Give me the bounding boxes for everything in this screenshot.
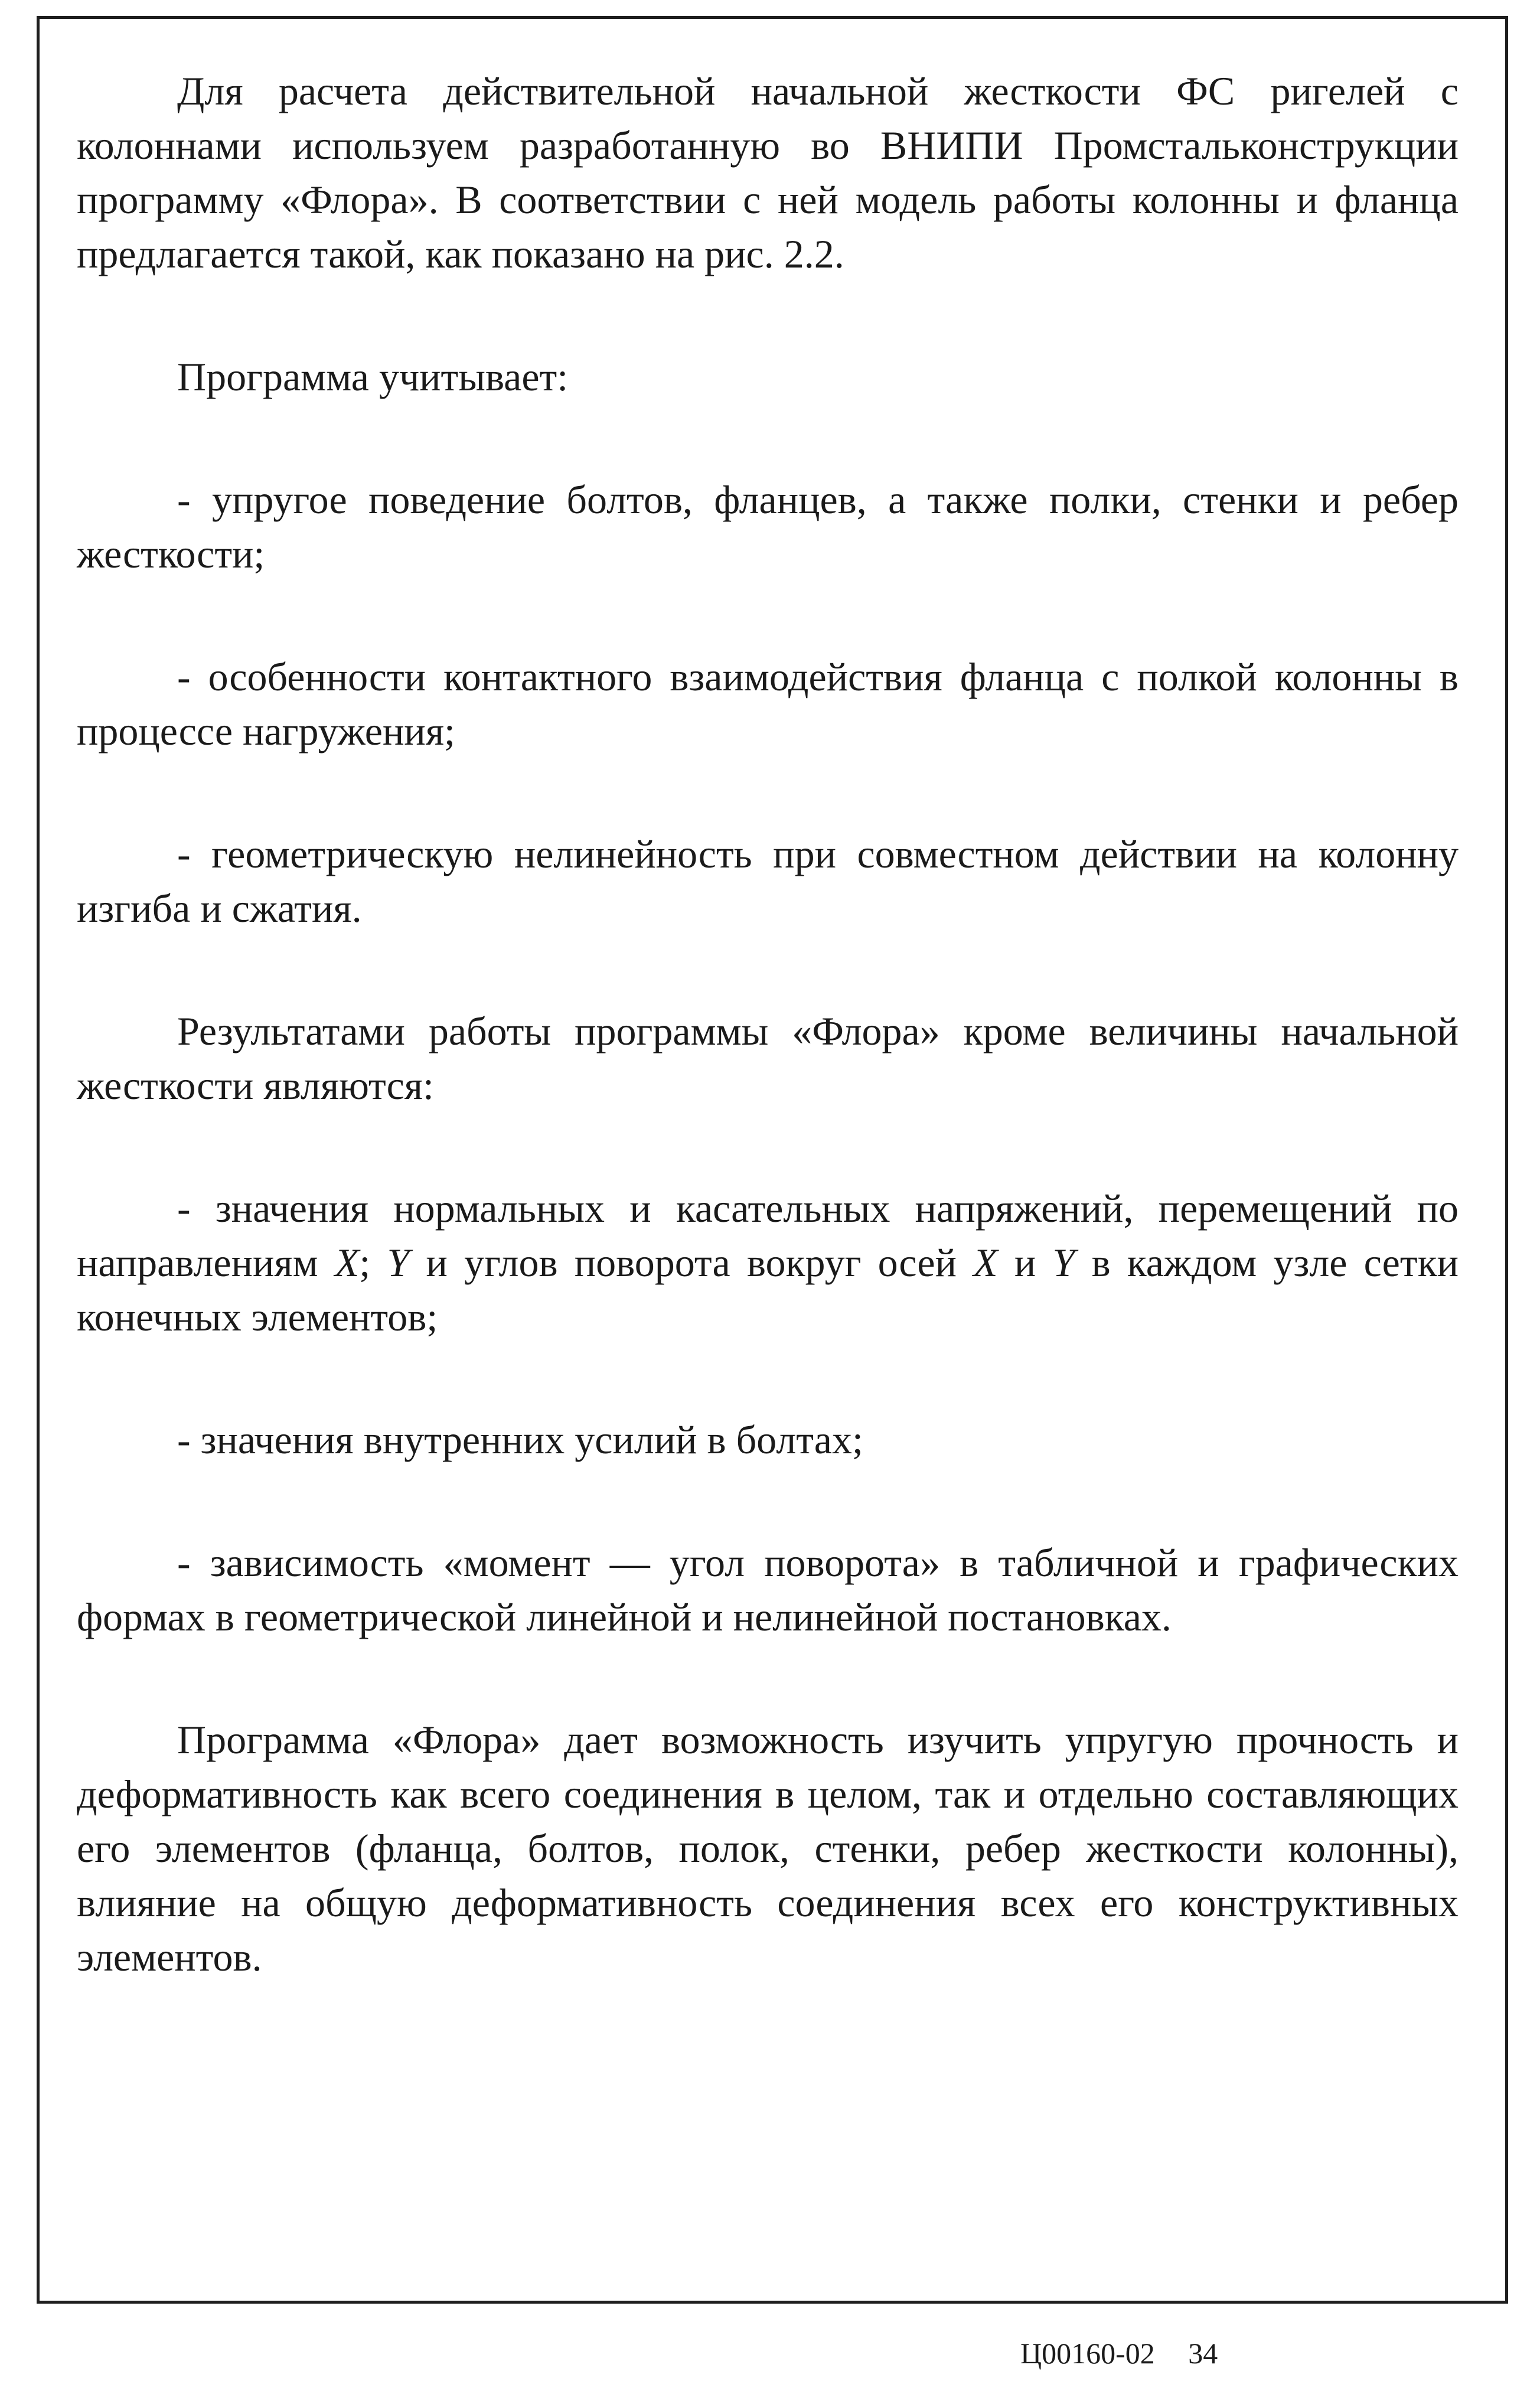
paragraph-program-considers: Программа учитывает: [177,354,569,399]
page-body [77,64,1459,2053]
list-item-bolt-forces: - значения внутренних усилий в болтах; [177,1417,863,1462]
paragraph-conclusion: Программа «Флора» дает возможность изучить упругую прочность и деформативность как всего соединения в целом, так и отдельно составляющих его элементов (фланца, болтов, полок, стенки, ребер жесткости колонны), влияние на общую деформативность соединения всех его конструктивных элементов. [77,1717,1459,1979]
paragraph-intro: Для расчета действительной начальной жесткости ФС ригелей с колоннами используем разработанную во ВНИПИ Промстальконструкции программу «Флора». В соответствии с ней модель работы колонны и фланца предлагается такой, как показано на рис. 2.2. [77,69,1459,276]
list-item-stresses: - значения нормальных и касательных напряжений, перемещений по направлениям X; Y и углов поворота вокруг осей X и Y в каждом узле сетки конечных элементов; [77,1186,1459,1339]
document-code: Ц00160-02 [1020,2337,1155,2370]
list-item-contact-interaction: - особенности контактного взаимодействия фланца с полкой колонны в процессе нагружения; [77,654,1459,754]
list-item-moment-rotation: - зависимость «момент — угол поворота» в табличной и графических формах в геометрической линейной и нелинейной постановках. [77,1540,1459,1639]
list-item-elastic-behavior: - упругое поведение болтов, фланцев, а также полки, стенки и ребер жесткости; [77,477,1459,576]
paragraph-results: Результатами работы программы «Флора» кроме величины начальной жесткости являются: [77,1009,1459,1108]
page-number: 34 [1188,2337,1218,2370]
list-item-geometric-nonlinearity: - геометрическую нелинейность при совместном действии на колонну изгиба и сжатия. [77,831,1459,931]
page-footer [1020,2336,1218,2371]
